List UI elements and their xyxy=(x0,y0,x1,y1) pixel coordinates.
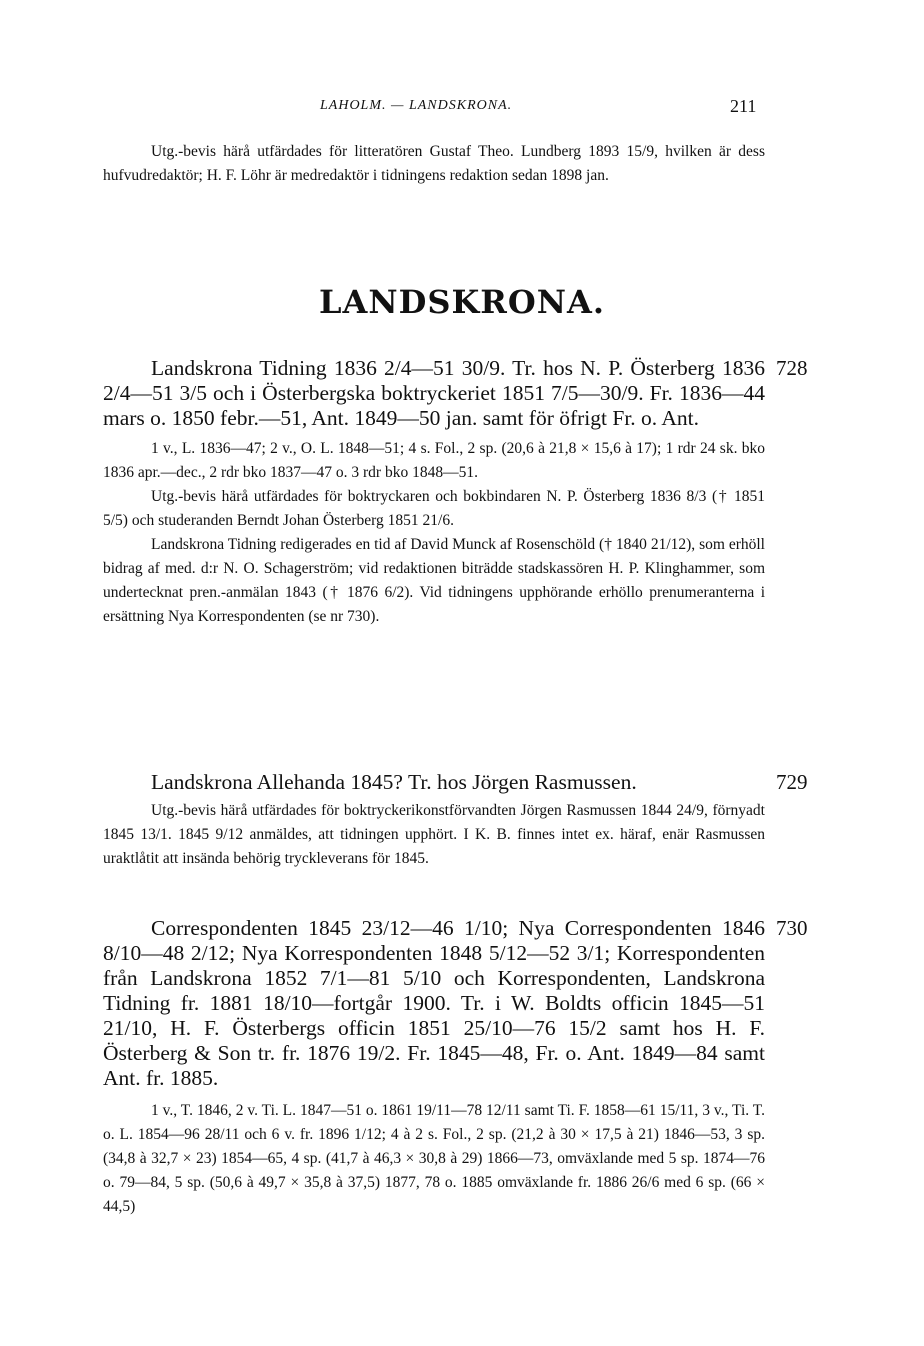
entry-number: 728 xyxy=(776,356,808,380)
entry-730 xyxy=(103,916,765,1219)
entry-729 xyxy=(103,770,765,871)
section-title: LANDSKRONA. xyxy=(319,283,605,321)
entry-detail: Landskrona Tidning redigerades en tid af David Munck af Rosenschöld († 1840 21/12), som erhöll bidrag af med. d:r N. O. Schagerström; vid redaktionen biträdde stadskassören H. P. Klinghammer, som undertecknat pren.-anmälan 1843 († 1876 6/2). Vid tidningens upphörande erhöllo prenumeranterna i ersättning Nya Korrespondenten (se nr 730). xyxy=(103,536,765,625)
entry-728 xyxy=(103,356,765,629)
entry-detail: Utg.-bevis härå utfärdades för boktryckaren och bokbindaren N. P. Österberg 1836 8/3 († 1851 5/5) och studeranden Berndt Johan Österberg 1851 21/6. xyxy=(103,488,765,529)
page-header xyxy=(0,98,924,122)
intro-block xyxy=(103,140,765,188)
entry-main: Landskrona Tidning 1836 2/4—51 30/9. Tr. hos N. P. Österberg 1836 2/4—51 3/5 och i Österbergska boktryckeriet 1851 7/5—30/9. Fr. 1836—44 mars o. 1850 febr.—51, Ant. 1849—50 jan. samt för öfrigt Fr. o. Ant. xyxy=(103,356,765,430)
entry-number: 730 xyxy=(776,916,808,940)
intro-paragraph: Utg.-bevis härå utfärdades för litteratören Gustaf Theo. Lundberg 1893 15/9, hvilken är dess hufvudredaktör; H. F. Löhr är medredaktör i tidningens redaktion sedan 1898 jan. xyxy=(103,143,765,184)
entry-detail: Utg.-bevis härå utfärdades för boktryckerikonstförvandten Jörgen Rasmussen 1844 24/9, förnyadt 1845 13/1. 1845 9/12 anmäldes, att tidningen upphört. I K. B. finnes intet ex. häraf, enär Rasmussen uraktlåtit att insända behörig tryckleverans för 1845. xyxy=(103,802,765,867)
entry-number: 729 xyxy=(776,770,808,794)
entry-detail: 1 v., T. 1846, 2 v. Ti. L. 1847—51 o. 1861 19/11—78 12/11 samt Ti. F. 1858—61 15/11, 3 v., Ti. T. o. L. 1854—96 28/11 och 6 v. fr. 1896 1/12; 4 à 2 s. Fol., 2 sp. (21,2 à 30 × 17,5 à 21) 1846—53, 3 sp. (34,8 à 32,7 × 23) 1854—65, 4 sp. (41,7 à 46,3 × 30,8 à 29) 1866—73, omväxlande med 5 sp. 1874—76 o. 79—84, 5 sp. (50,6 à 49,7 × 35,8 à 37,5) 1877, 78 o. 1885 omväxlande fr. 1886 26/6 med 6 sp. (66 × 44,5) xyxy=(103,1102,765,1215)
page-number: 211 xyxy=(730,96,757,116)
entry-main: Correspondenten 1845 23/12—46 1/10; Nya Correspondenten 1846 8/10—48 2/12; Nya Korrespondenten 1848 5/12—52 3/1; Korrespondenten från Landskrona 1852 7/1—81 5/10 och Korrespondenten, Landskrona Tidning fr. 1881 18/10—fortgår 1900. Tr. i W. Boldts officin 1845—51 21/10, H. F. Österbergs officin 1851 25/10—76 15/2 samt hos H. F. Österberg & Son tr. fr. 1876 19/2. Fr. 1845—48, Fr. o. Ant. 1849—84 samt Ant. fr. 1885. xyxy=(103,916,765,1090)
running-title: LAHOLM. — LANDSKRONA. xyxy=(320,98,513,113)
entry-main: Landskrona Allehanda 1845? Tr. hos Jörgen Rasmussen. xyxy=(151,770,637,794)
entry-detail: 1 v., L. 1836—47; 2 v., O. L. 1848—51; 4 s. Fol., 2 sp. (20,6 à 21,8 × 15,6 à 17); 1 rdr 24 sk. bko 1836 apr.—dec., 2 rdr bko 1837—47 o. 3 rdr bko 1848—51. xyxy=(103,440,765,481)
